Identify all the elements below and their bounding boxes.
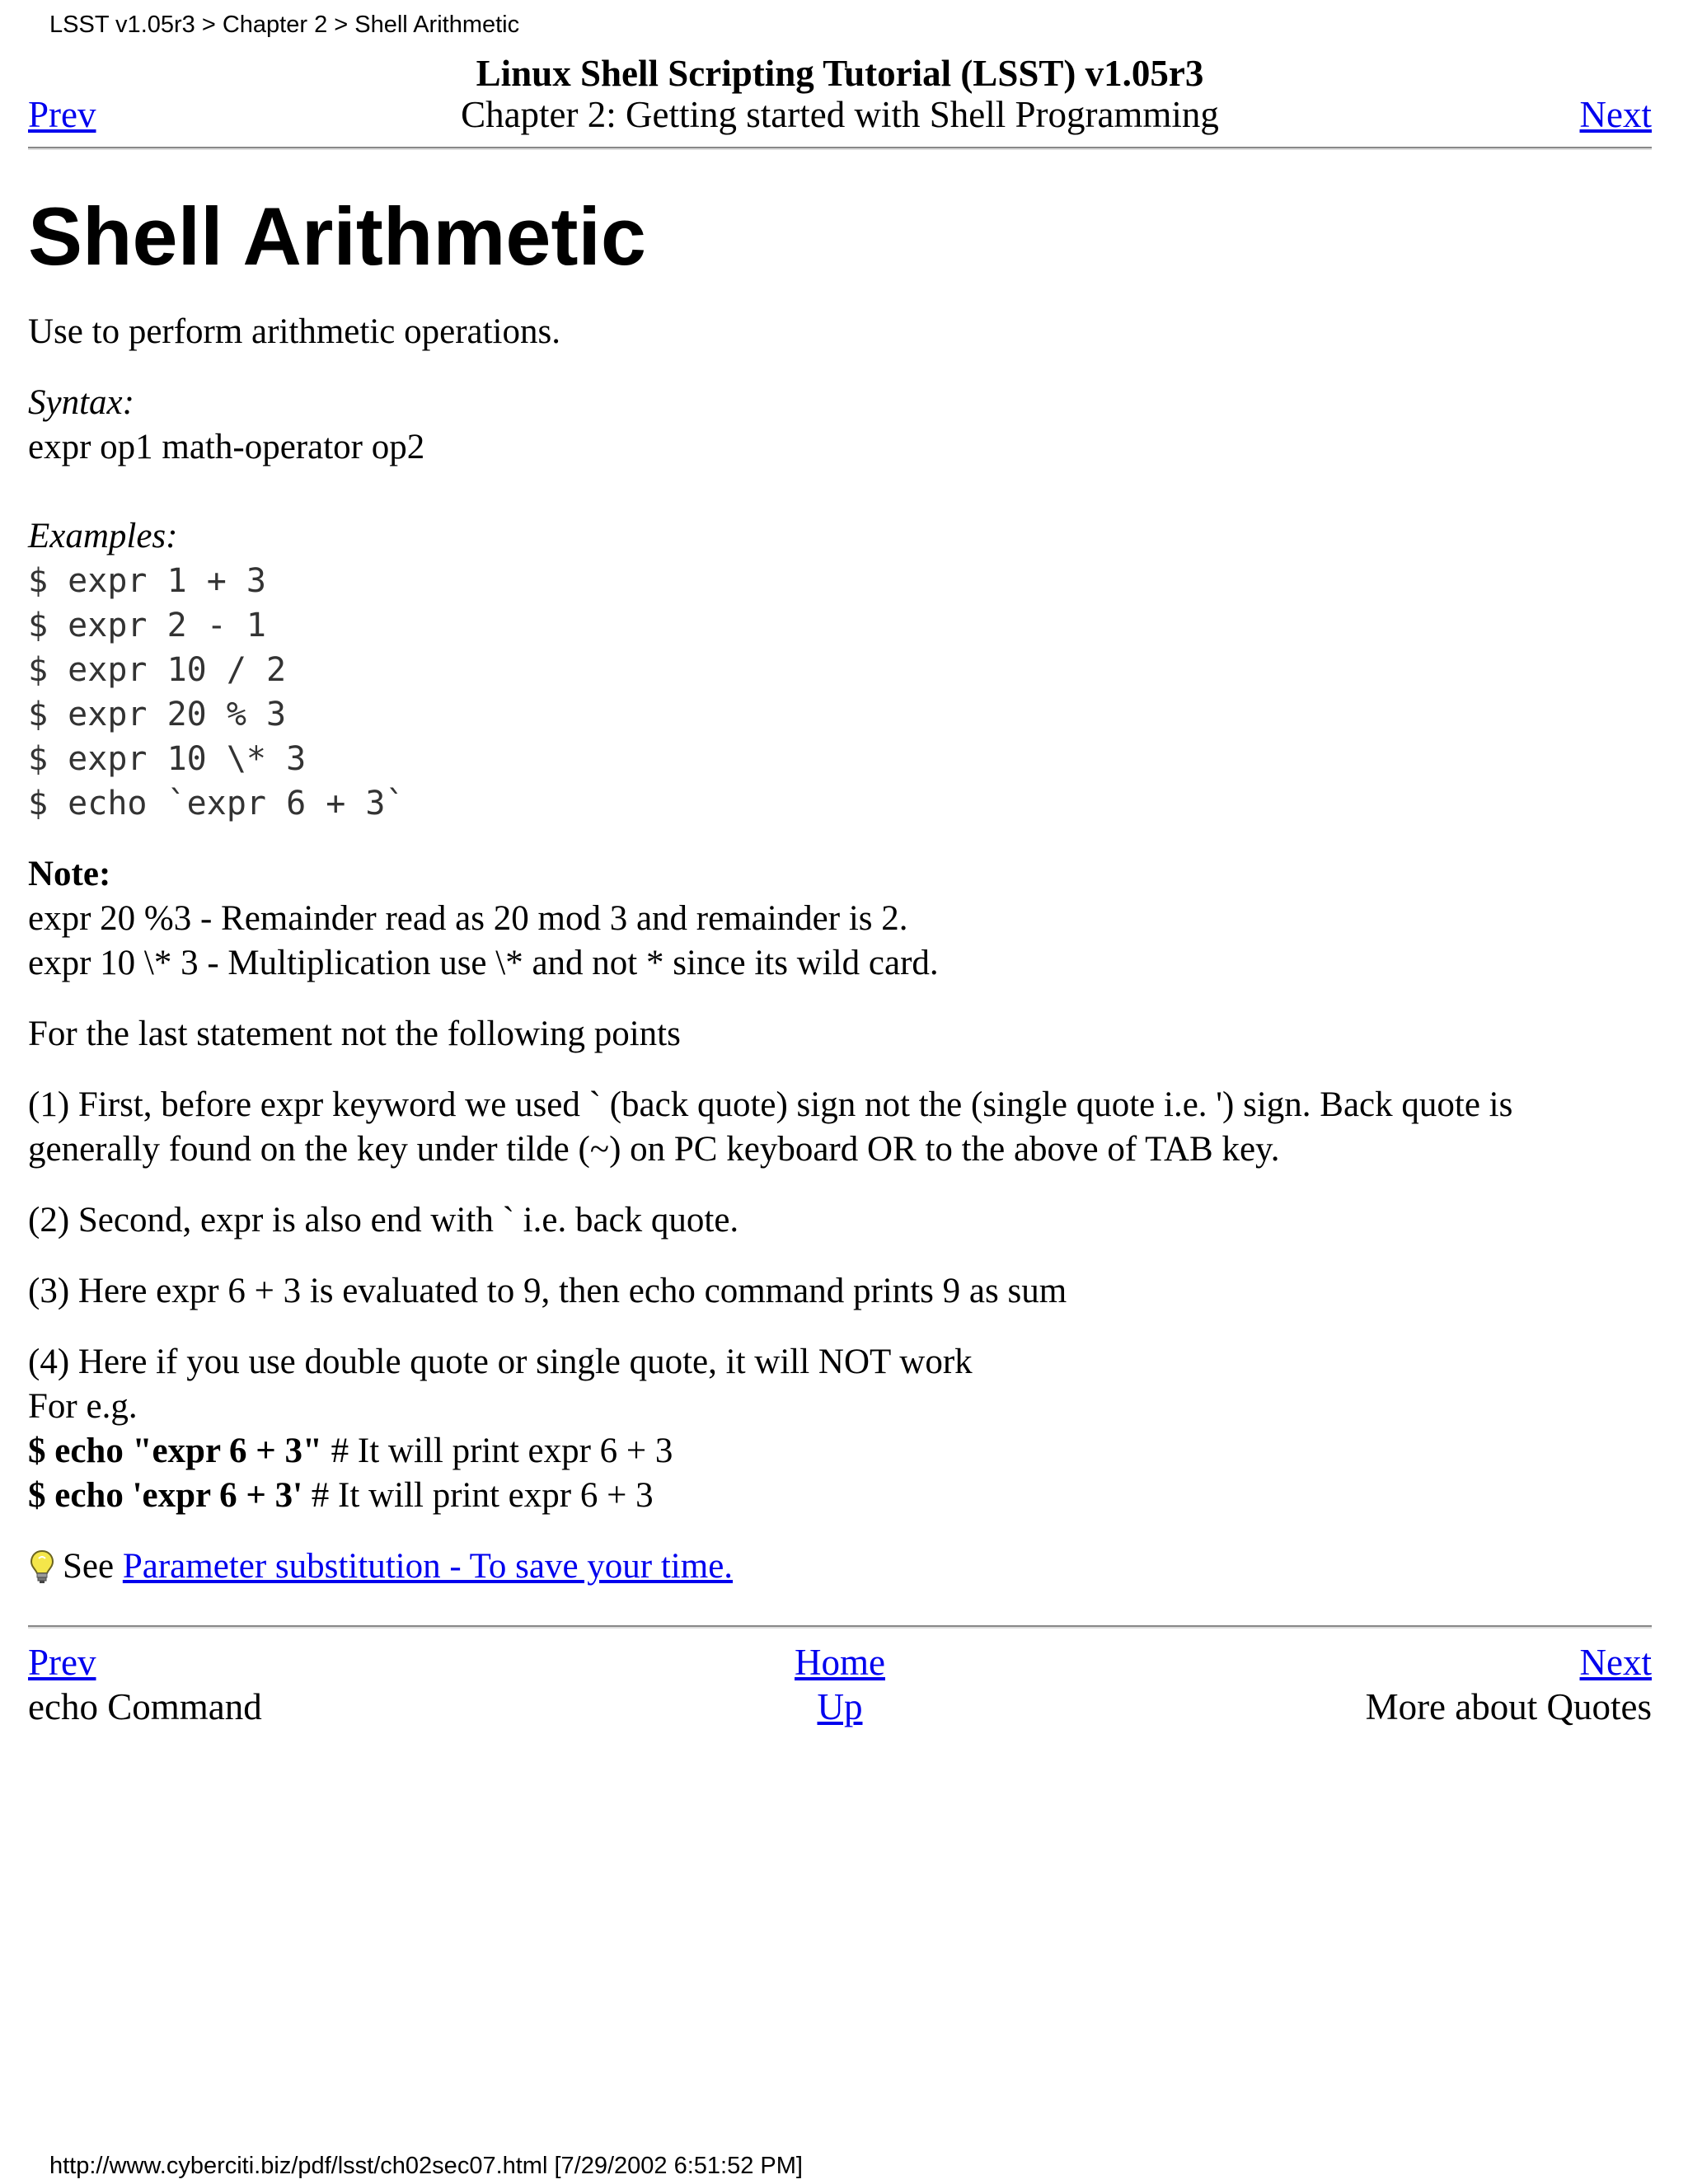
nav-bottom [28, 1640, 1652, 1729]
last-statement-text: For the last statement not the following points [28, 1015, 681, 1053]
tip-line [28, 1544, 1652, 1589]
header-titles [461, 53, 1219, 135]
cmd2-comment: # It will print expr 6 + 3 [302, 1476, 654, 1515]
nav-bottom-center [795, 1640, 885, 1729]
eg-text: For e.g. [28, 1387, 138, 1426]
next-link[interactable]: Next [1579, 94, 1652, 135]
bottom-prev-link[interactable]: Prev [28, 1642, 96, 1683]
chapter-title: Chapter 2: Getting started with Shell Programming [461, 94, 1219, 135]
parameter-substitution-link[interactable]: Parameter substitution - To save your time. [122, 1547, 734, 1586]
examples-block [28, 514, 1652, 826]
intro-text: Use to perform arithmetic operations. [28, 312, 560, 351]
example-line: $ expr 2 - 1 [28, 607, 266, 644]
home-link[interactable]: Home [795, 1642, 885, 1683]
lightbulb-icon [28, 1549, 56, 1585]
nav-bottom-left [28, 1640, 262, 1729]
print-footer: http://www.cyberciti.biz/pdf/lsst/ch02sec07.html [7/29/2002 6:51:52 PM] [49, 2153, 803, 2179]
point-text: (3) Here expr 6 + 3 is evaluated to 9, then echo command prints 9 as sum [28, 1272, 1067, 1310]
page-title: Shell Arithmetic [28, 190, 646, 282]
see-text: See [63, 1547, 123, 1586]
syntax-value: expr op1 math-operator op2 [28, 428, 425, 466]
note-line: expr 20 %3 - Remainder read as 20 mod 3 and remainder is 2. [28, 899, 908, 938]
bottom-next-link[interactable]: Next [1579, 1642, 1652, 1683]
top-divider [28, 147, 1652, 150]
cmd1: $ echo "expr 6 + 3" [28, 1432, 322, 1470]
example-line: $ expr 20 % 3 [28, 696, 287, 733]
cmd2: $ echo 'expr 6 + 3' [28, 1476, 303, 1515]
point-text: (2) Second, expr is also end with ` i.e. back quote. [28, 1201, 739, 1240]
bottom-divider [28, 1625, 1652, 1629]
nav-top [28, 53, 1652, 135]
note-label: Note: [28, 855, 111, 893]
cmd1-comment: # It will print expr 6 + 3 [321, 1432, 673, 1470]
examples-label: Examples: [28, 517, 178, 555]
prev-page-title: echo Command [28, 1686, 262, 1727]
example-line: $ expr 10 / 2 [28, 651, 287, 689]
point4-block [28, 1340, 1652, 1518]
print-header: LSST v1.05r3 > Chapter 2 > Shell Arithmetic [49, 12, 520, 38]
example-line: $ expr 1 + 3 [28, 562, 266, 600]
point4-text: (4) Here if you use double quote or single quote, it will NOT work [28, 1343, 973, 1381]
example-line: $ echo `expr 6 + 3` [28, 785, 406, 823]
example-line: $ expr 10 \* 3 [28, 740, 307, 778]
prev-link[interactable]: Prev [28, 94, 96, 135]
article-body [28, 310, 1652, 1589]
note-block [28, 852, 1652, 986]
page-content [28, 53, 1652, 1729]
book-title: Linux Shell Scripting Tutorial (LSST) v1.05r3 [476, 53, 1204, 94]
next-page-title: More about Quotes [1365, 1686, 1652, 1727]
nav-bottom-right [1366, 1640, 1652, 1729]
point-text: (1) First, before expr keyword we used ` (back quote) sign not the (single quote i.e. ') sign. Back quote is generally found on the key under tilde (~) on PC keyboard OR to the above of TAB key. [28, 1085, 1513, 1169]
note-line: expr 10 \* 3 - Multiplication use \* and not * since its wild card. [28, 944, 939, 982]
syntax-label: Syntax: [28, 383, 134, 422]
syntax-block [28, 381, 1652, 470]
up-link[interactable]: Up [817, 1686, 863, 1727]
